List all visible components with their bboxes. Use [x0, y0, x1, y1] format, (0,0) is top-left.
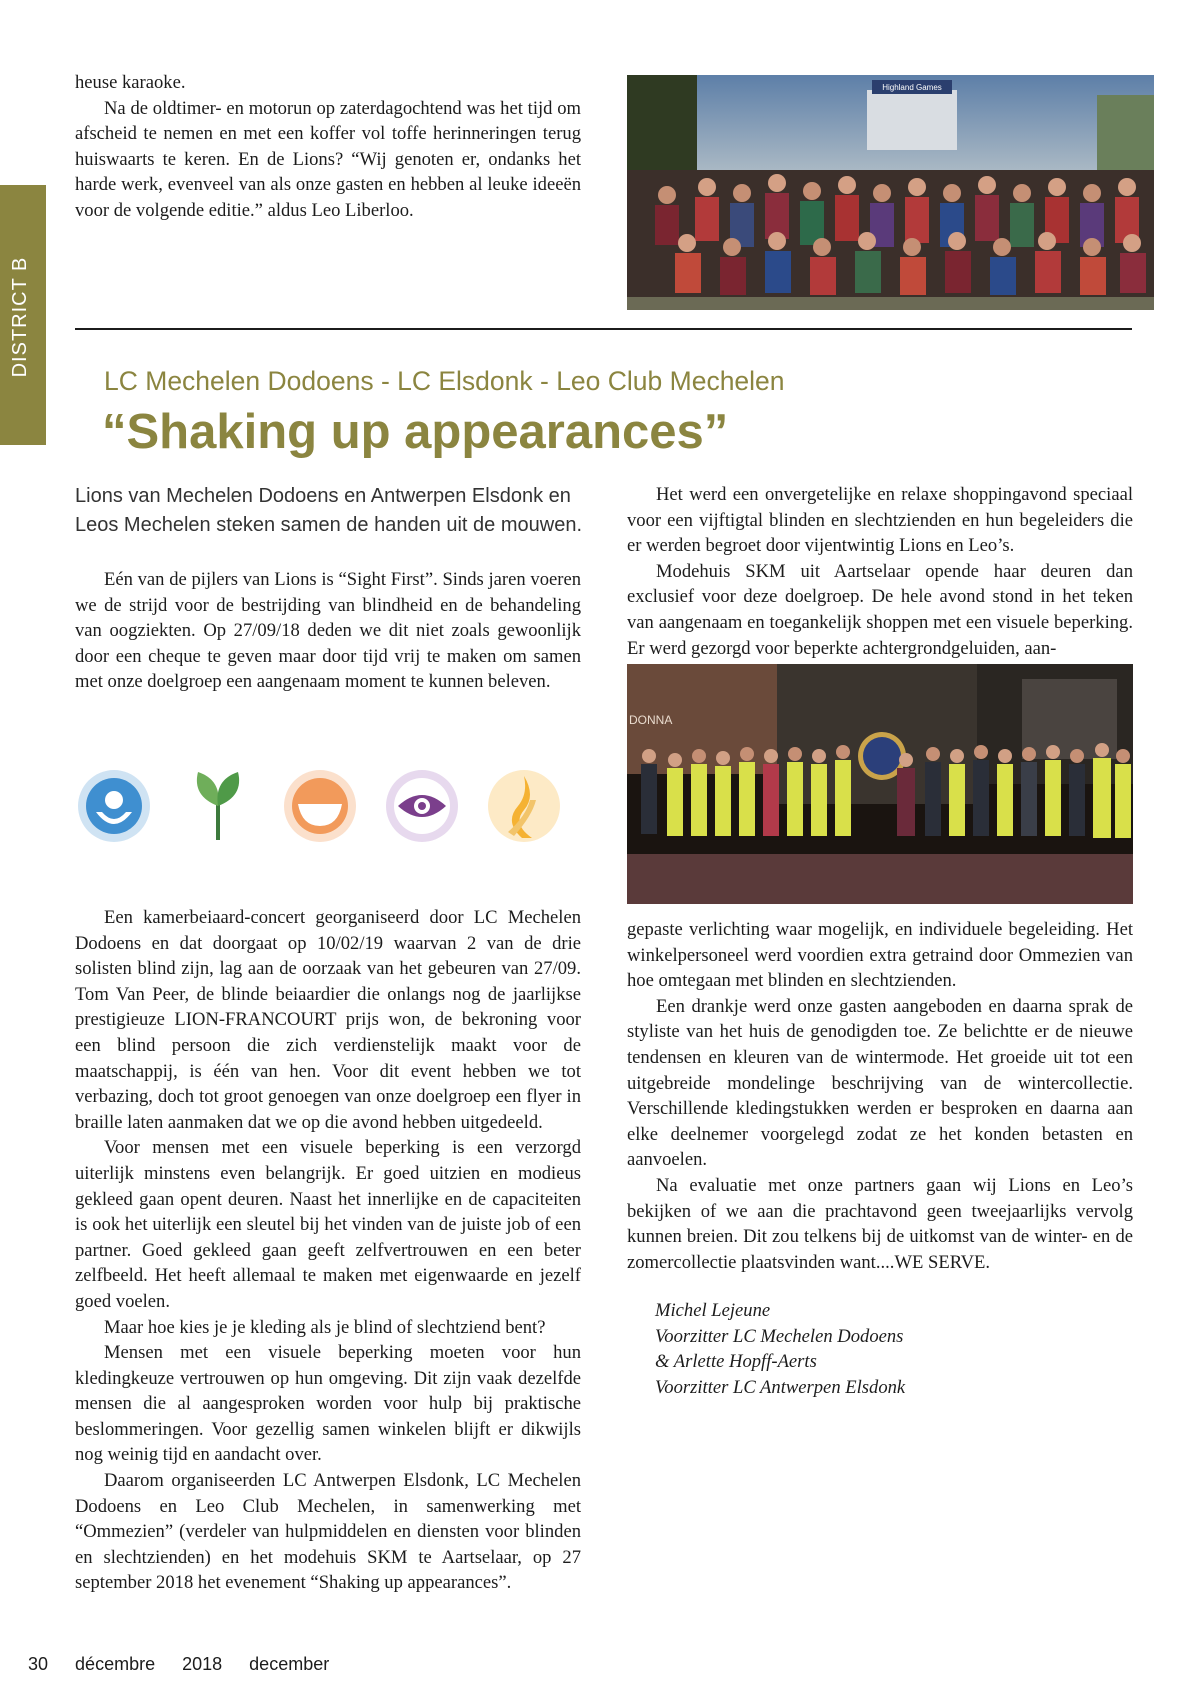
signature-line: & Arlette Hopff-Aerts	[655, 1351, 817, 1373]
paragraph: Het werd een onvergetelijke en relaxe shoppingavond speciaal voor een vijftigtal blinden en slechtzienden en hun begeleiders die er werden begroet door vijentwintig Lions en Leo’s.	[627, 484, 1133, 557]
paragraph: Een drankje werd onze gasten aangeboden en daarna sprak de styliste van het huis de genodigden toe. Ze belichtte er de nieuwe tendensen en kleuren van de wintermode. Het groeide uit tot een uitgebreide mondelinge beschrijving van de wintercollectie. Verschillende kledingstukken werden er besproken en daarna aan elke deelnemer voorgelegd zodat ze het konden betasten en aanvoelen.	[627, 995, 1133, 1171]
left-text-column-a	[75, 567, 581, 695]
right-text-column-a	[627, 482, 1133, 661]
hunger-icon	[280, 766, 360, 846]
paragraph: Na evaluatie met onze partners gaan wij Lions en Leo’s bekijken of we aan die prachtavond geen tweejaarlijks vervolg kunnen breien. Dit zou telkens bij de uitkomst van de winter- en de zomercollectie plaatsvinden want....WE SERVE.	[627, 1174, 1133, 1273]
footer-month-fr: décembre	[75, 1654, 156, 1674]
vision-icon	[382, 766, 462, 846]
signature-block	[655, 1298, 905, 1400]
childhood-cancer-icon	[484, 766, 564, 846]
highland-games-group-photo	[627, 75, 1154, 310]
signature-line: Voorzitter LC Mechelen Dodoens	[655, 1325, 904, 1347]
page-number: 30	[28, 1654, 49, 1674]
footer-year: 2018	[182, 1654, 223, 1674]
paragraph: Mensen met een visuele beperking moeten voor hun kledingkeuze vertrouwen op hun omgeving. Dit zijn vaak dezelfde mensen die al aangesproken worden voor hulp bij praktische beslommeringen. Voor gezellig samen winkelen blijft er dikwijls nog weinig tijd en aandacht over.	[75, 1342, 581, 1466]
article-kicker: LC Mechelen Dodoens - LC Elsdonk - Leo Club Mechelen	[104, 366, 785, 396]
paragraph: Voor mensen met een visuele beperking is een verzorgd uiterlijk minstens even belangrijk. Er goed uitzien en modieus gekleed gaan opent deuren. Naast het innerlijke en de capaciteiten is ook het uiterlijk een sleutel bij het vinden van de juiste job of een partner. Goed gekleed gaan geeft zelfvertrouwen en een beter zelfbeeld. Het heeft allemaal te maken met eigenwaarde en jezelf goed voelen.	[75, 1137, 581, 1312]
right-text-column-b	[627, 917, 1133, 1275]
environment-icon	[178, 766, 258, 846]
paragraph: heuse karaoke.	[75, 72, 186, 93]
top-text-column	[75, 70, 581, 224]
store-evening-group-photo	[627, 664, 1133, 904]
signature-line: Voorzitter LC Antwerpen Elsdonk	[655, 1376, 906, 1398]
paragraph: Daarom organiseerden LC Antwerpen Elsdonk, LC Mechelen Dodoens en Leo Club Mechelen, in samenwerking met “Ommezien” (verdeler van hulpmiddelen en diensten voor blinden en slechtzienden) en het modehuis SKM te Aartselaar, op 27 september 2018 het evenement “Shaking up appearances”.	[75, 1470, 581, 1594]
banner-text: Highland Games	[882, 83, 942, 92]
signature-line: Michel Lejeune	[655, 1300, 771, 1321]
diabetes-icon	[74, 766, 154, 846]
district-tab	[0, 185, 46, 445]
section-divider	[75, 328, 1132, 330]
page-footer	[28, 1654, 351, 1675]
global-causes-icons	[74, 766, 594, 856]
paragraph: Modehuis SKM uit Aartselaar opende haar deuren dan exclusief voor deze doelgroep. De hele avond stond in het teken van aangenaam en toegankelijk shoppen met een visuele beperking. Er werd gezorgd voor beperkte achtergrondgeluiden, aan-	[627, 560, 1133, 659]
paragraph: gepaste verlichting waar mogelijk, en individuele begeleiding. Het winkelpersoneel werd voordien extra getraind door Ommezien van hoe omtegaan met blinden en slechtzienden.	[627, 919, 1133, 992]
paragraph: Na de oldtimer- en motorun op zaterdagochtend was het tijd om afscheid te nemen en met een koffer vol toffe herinneringen terug huiswaarts te keren. En de Lions? “Wij genoten er, ondanks het harde werk, evenveel van als onze gasten en hebben al leuke ideeën voor de volgende editie.” aldus Leo Liberloo.	[75, 97, 581, 221]
store-sign-text: DONNA	[629, 713, 673, 727]
article-title: “Shaking up appearances”	[102, 405, 729, 459]
left-text-column-b	[75, 905, 581, 1596]
paragraph: Een kamerbeiaard-concert georganiseerd door LC Mechelen Dodoens en dat doorgaat op 10/02/19 waarvan 2 van de drie solisten blind zijn, lag aan de oorzaak van het gebeuren van 27/09. Tom Van Peer, de blinde beiaardier die onlangs nog de jaarlijkse prestigieuze LION-FRANCOURT prijs won, de bekroning voor een blind persoon die zich verdienstelijk maakt voor de maatschappij, is één van hen. Voor dit event hebben we tot verbazing, doch tot groot genoegen van onze doelgroep een flyer in braille laten aanmaken dat we op die avond hebben uitgedeeld.	[75, 907, 581, 1133]
district-label: DISTRICT B	[9, 256, 31, 378]
footer-month-nl: december	[249, 1654, 330, 1674]
paragraph: Maar hoe kies je je kleding als je blind of slechtziend bent?	[104, 1316, 546, 1338]
article-lead: Lions van Mechelen Dodoens en Antwerpen Elsdonk en Leos Mechelen steken samen de handen uit de mouwen.	[75, 485, 583, 536]
paragraph: Eén van de pijlers van Lions is “Sight First”. Sinds jaren voeren we de strijd voor de bestrijding van blindheid en de behandeling van oogziekten. Op 27/09/18 deden we dit niet zoals gewoonlijk door een cheque te geven maar door tijd vrij te maken om samen met onze doelgroep een aangenaam moment te kunnen beleven.	[75, 569, 581, 693]
